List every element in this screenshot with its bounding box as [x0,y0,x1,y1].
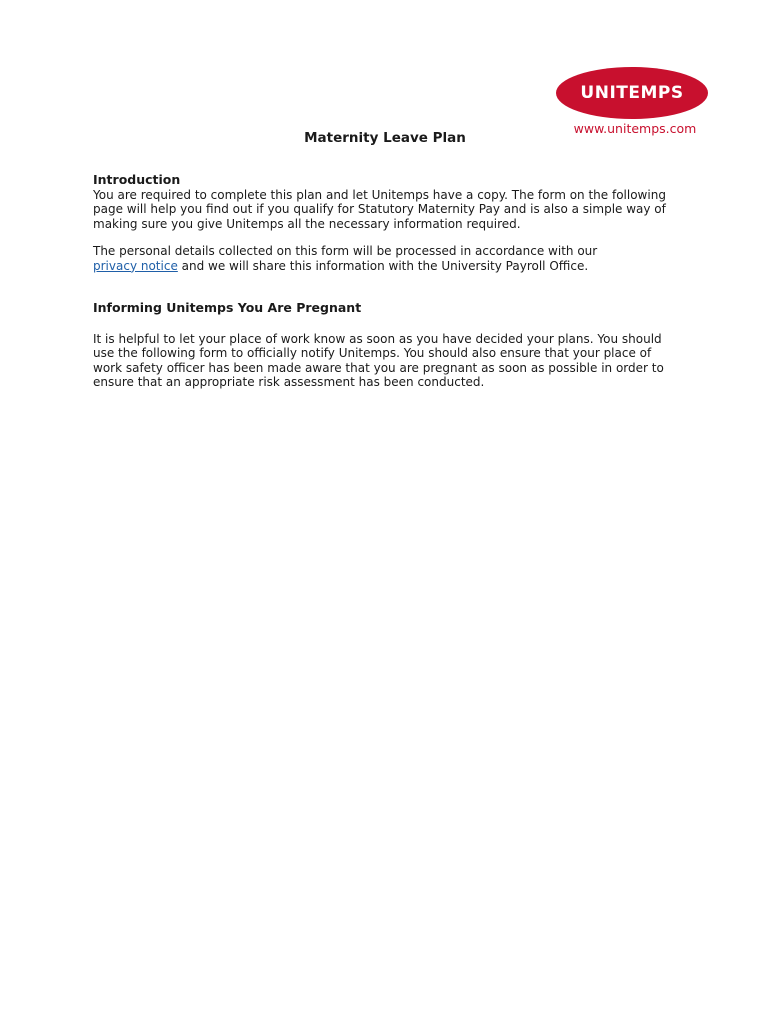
informing-heading: Informing Unitemps You Are Pregnant [93,300,362,315]
privacy-paragraph [93,244,683,273]
unitemps-logo [556,67,708,136]
logo-url-text: www.unitemps.com [573,121,697,136]
document-body [93,173,683,390]
privacy-notice-link[interactable]: privacy notice [93,258,178,273]
logo-oval [556,67,708,119]
intro-paragraph: You are required to complete this plan and let Unitemps have a copy. The form on the following page will help you find out if you qualify for Statutory Maternity Pay and is also a simple way of making sure you give Unitemps all the necessary information required. [93,187,666,231]
privacy-text-before: The personal details collected on this form will be processed in accordance with our [93,244,598,258]
document-title: Maternity Leave Plan [304,130,466,146]
logo-brand-text: UNITEMPS [580,83,684,103]
intro-heading: Introduction [93,172,181,187]
privacy-text-after: and we will share this information with the University Payroll Office. [177,258,589,273]
informing-paragraph: It is helpful to let your place of work know as soon as you have decided your plans. You should use the following form to officially notify Unitemps. You should also ensure that your place of work safety officer has been made aware that you are pregnant as soon as possible in order to ensure that an appropriate risk assessment has been conducted. [93,331,664,389]
